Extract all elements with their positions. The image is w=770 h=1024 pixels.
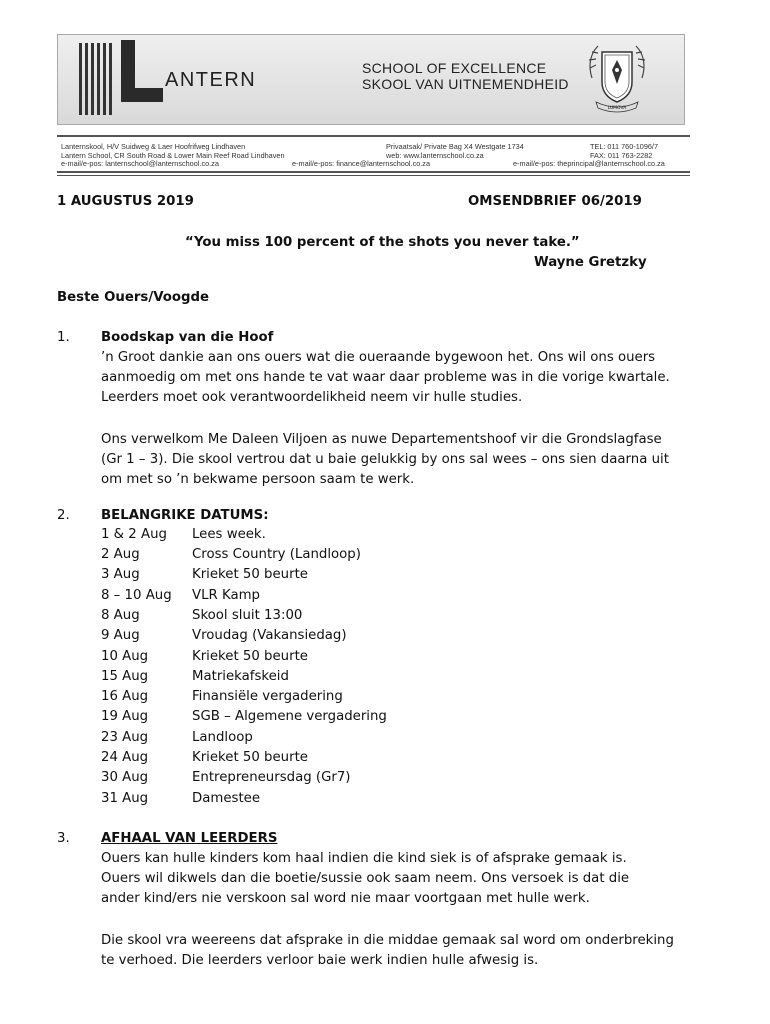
event-cell: SGB – Algemene vergadering: [192, 709, 387, 724]
website: web: www.lanternschool.co.za: [386, 150, 484, 160]
postal-address: Privaatsak/ Private Bag X4 Westgate 1734: [386, 142, 524, 151]
logo-stripes: [79, 43, 113, 115]
motto-afrikaans: SKOOL VAN UITNEMENDHEID: [362, 76, 569, 92]
event-cell: Entrepreneursdag (Gr7): [192, 770, 351, 785]
date-cell: 1 & 2 Aug: [101, 527, 167, 542]
event-cell: Lees week.: [192, 527, 266, 542]
date-cell: 31 Aug: [101, 791, 149, 806]
quote-author: Wayne Gretzky: [534, 255, 647, 270]
crest-scroll-text: LUMOVA: [607, 106, 627, 111]
event-cell: Krieket 50 beurte: [192, 750, 308, 765]
date-cell: 15 Aug: [101, 669, 149, 684]
date-cell: 24 Aug: [101, 750, 149, 765]
paragraph-line: ’n Groot dankie aan ons ouers wat die oueraande bygewoon het. Ons wil ons ouers: [101, 350, 656, 365]
event-cell: Krieket 50 beurte: [192, 649, 308, 664]
event-cell: Krieket 50 beurte: [192, 567, 308, 582]
date-cell: 8 – 10 Aug: [101, 588, 172, 603]
contact-address: [61, 143, 285, 169]
event-cell: Vroudag (Vakansiedag): [192, 628, 347, 643]
section-title: Boodskap van die Hoof: [101, 330, 274, 345]
motto-english: SCHOOL OF EXCELLENCE: [362, 60, 547, 76]
contact-phone: [590, 143, 658, 160]
section-title: AFHAAL VAN LEERDERS: [101, 831, 278, 846]
event-cell: Landloop: [192, 730, 253, 745]
event-cell: VLR Kamp: [192, 588, 260, 603]
date-cell: 19 Aug: [101, 709, 149, 724]
date-cell: 23 Aug: [101, 730, 149, 745]
paragraph-line: aanmoedig om met ons hande te vat waar daar probleme was in die vorige kwartale.: [101, 370, 670, 385]
date-cell: 2 Aug: [101, 547, 140, 562]
event-cell: Skool sluit 13:00: [192, 608, 303, 623]
contact-postal: [386, 143, 524, 160]
email-general: e-mail/e-pos: lanternschool@lanternschool.co.za: [61, 159, 219, 169]
paragraph-line: om met so ’n bekwame persoon saam te werk.: [101, 472, 415, 487]
section-number: 3.: [57, 831, 70, 846]
date-cell: 16 Aug: [101, 689, 149, 704]
event-cell: Matriekafskeid: [192, 669, 289, 684]
telephone: TEL: 011 760-1096/7: [590, 142, 659, 151]
date-cell: 30 Aug: [101, 770, 149, 785]
quote-text: “You miss 100 percent of the shots you never take.”: [185, 235, 580, 250]
paragraph-line: Ouers wil dikwels dan die boetie/sussie ook saam neem. Ons versoek is dat die: [101, 871, 630, 886]
email-finance: e-mail/e-pos: finance@lanternschool.co.za: [292, 159, 431, 168]
event-cell: Damestee: [192, 791, 261, 806]
event-cell: Cross Country (Landloop): [192, 547, 361, 562]
date-cell: 10 Aug: [101, 649, 149, 664]
fax: FAX: 011 763-2282: [590, 150, 653, 160]
date-cell: 9 Aug: [101, 628, 140, 643]
date-cell: 3 Aug: [101, 567, 140, 582]
salutation: Beste Ouers/Voogde: [57, 290, 210, 305]
paragraph-line: (Gr 1 – 3). Die skool vertrou dat u baie gelukkig by ons sal wees – ons sien daarna uit: [101, 452, 669, 467]
header-divider-top: [57, 135, 690, 137]
paragraph-line: Leerders moet ook verantwoordelikheid neem vir hulle studies.: [101, 390, 523, 405]
header-divider-bottom-thin: [57, 175, 690, 176]
address-english: Lantern School, CR South Road & Lower Main Reef Road Lindhaven: [61, 150, 285, 160]
date-cell: 8 Aug: [101, 608, 140, 623]
email-principal: e-mail/e-pos: theprincipal@lanternschool.co.za: [513, 159, 665, 168]
school-name: ANTERN: [165, 69, 257, 91]
paragraph-line: ander kind/ers nie verskoon sal word nie maar voortgaan met hulle werk.: [101, 891, 590, 906]
event-cell: Finansiële vergadering: [192, 689, 343, 704]
header-divider-bottom: [57, 171, 690, 173]
school-crest-icon: [584, 38, 650, 114]
address-afrikaans: Lanternskool, H/V Suidweg & Laer Hoofrifweg Lindhaven: [61, 142, 246, 151]
section-number: 1.: [57, 330, 70, 345]
paragraph-line: te verhoed. Die leerders verloor baie werk indien hulle afwesig is.: [101, 953, 539, 968]
logo-initial-L: [121, 40, 163, 102]
paragraph-line: Die skool vra weereens dat afsprake in die middae gemaak sal word om onderbreking: [101, 933, 674, 948]
circular-reference: OMSENDBRIEF 06/2019: [468, 194, 642, 209]
letter-date: 1 AUGUSTUS 2019: [57, 194, 194, 209]
section-title: BELANGRIKE DATUMS:: [101, 508, 269, 523]
paragraph-line: Ouers kan hulle kinders kom haal indien die kind siek is of afsprake gemaak is.: [101, 851, 627, 866]
paragraph-line: Ons verwelkom Me Daleen Viljoen as nuwe Departementshoof vir die Grondslagfase: [101, 432, 662, 447]
section-number: 2.: [57, 508, 70, 523]
